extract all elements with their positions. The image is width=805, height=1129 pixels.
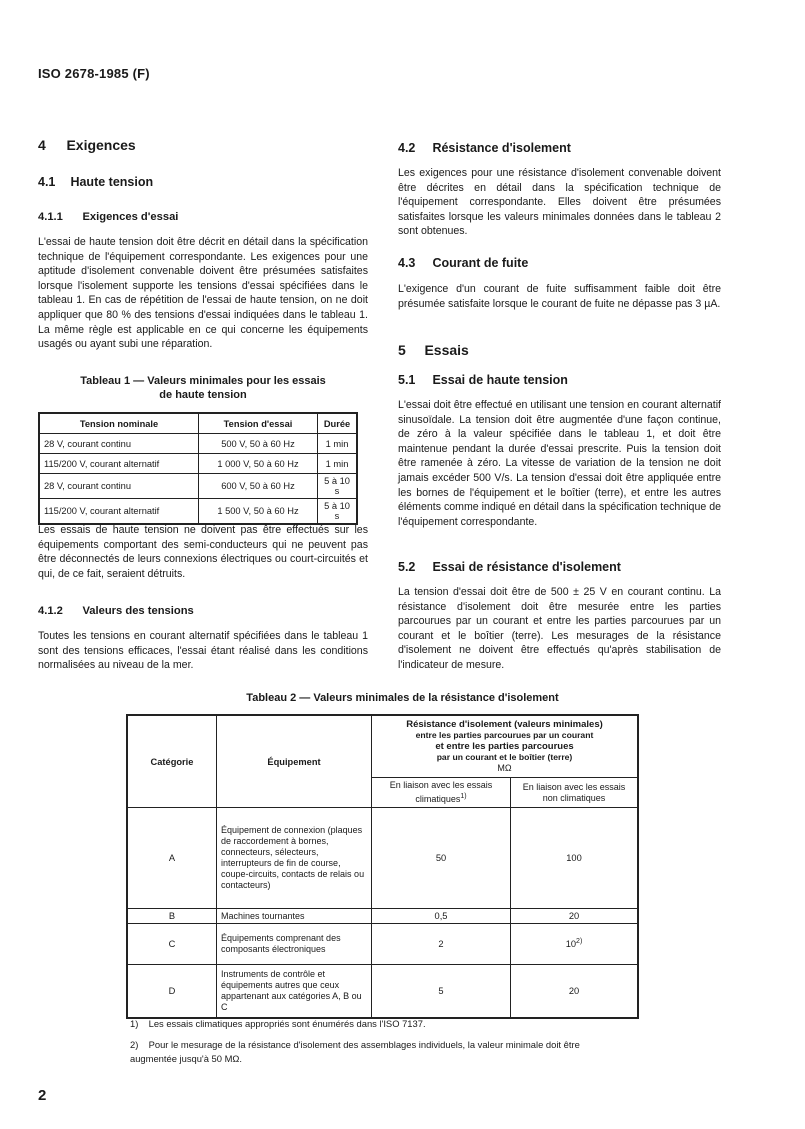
table-cell: 600 V, 50 à 60 Hz <box>199 474 318 499</box>
heading-4-3 <box>398 254 528 272</box>
heading-title: Exigences <box>66 137 136 153</box>
footnote-mark: 2) <box>130 1039 139 1050</box>
paragraph-4-1-2: Toutes les tensions en courant alternatif spécifiées dans le tableau 1 sont des tensions efficaces, l'essai étant réalisé dans les conditions normalisées au niveau de la mer. <box>38 630 368 672</box>
table-cell-climatic: 2 <box>372 924 511 965</box>
table-cell-category: A <box>127 808 217 909</box>
table-cell-equipment: Machines tournantes <box>217 909 372 924</box>
heading-number: 4.1.1 <box>38 211 63 223</box>
paragraph-4-2: Les exigences pour une résistance d'isolement convenable doivent être décrites en détail dans la spécification technique de l'équipement correspondante. Elles doivent être présumées satisfaites lorsque les valeurs minimales données dans le tableau 2 sont obtenues. <box>398 167 721 238</box>
heading-number: 5.1 <box>398 373 416 387</box>
heading-number: 4.2 <box>398 141 416 155</box>
header-line: par un courant et le boîtier (terre) <box>436 752 573 762</box>
table-cell-equipment: Équipement de connexion (plaques de raccordement à bornes, connecteurs, sélecteurs, interrupteurs de fin de course, coupe-circuits, contacts de relais ou contacteurs) <box>217 808 372 909</box>
table-cell-category: C <box>127 924 217 965</box>
table-cell-category: B <box>127 909 217 924</box>
table-row <box>39 474 357 499</box>
heading-title: Résistance d'isolement <box>432 141 571 155</box>
table-row <box>39 434 357 454</box>
heading-4-1 <box>38 173 153 191</box>
footnote-text: Les essais climatiques appropriés sont énumérés dans l'ISO 7137. <box>148 1018 426 1029</box>
table-cell-climatic: 5 <box>372 965 511 1019</box>
table-cell-equipment: Équipements comprenant des composants électroniques <box>217 924 372 965</box>
heading-title: Courant de fuite <box>432 256 529 270</box>
heading-number: 4.3 <box>398 256 416 270</box>
table-cell: 28 V, courant continu <box>39 474 199 499</box>
caption-line: de haute tension <box>159 389 247 401</box>
column-header: Tension nominale <box>39 413 199 434</box>
table-cell: 115/200 V, courant alternatif <box>39 499 199 525</box>
table-cell-category: D <box>127 965 217 1019</box>
heading-4 <box>38 137 368 155</box>
paragraph-semiconductors: Les essais de haute tension ne doivent pas être effectués sur les équipements comportant des semi-conducteurs qui ne peuvent pas être déconnectés de leurs connexions électriques ou court-circuités et qui, de ce fait, seraient détruits. <box>38 524 368 580</box>
table-cell-climatic: 0,5 <box>372 909 511 924</box>
column-header-resistance <box>372 715 639 778</box>
header-text: En liaison avec les essais climatiques <box>389 780 493 804</box>
header-line: Résistance d'isolement (valeurs minimales) <box>406 719 603 730</box>
paragraph-4-1-1: L'essai de haute tension doit être décrit en détail dans la spécification technique de l'équipement correspondante. Les exigences pour une aptitude d'isolement convenable doivent être présumées satisfaites lorsque l'isolement supporte les tensions d'essai spécifiées dans le tableau 1. En cas de répétition de l'essai de haute tension, on ne doit appliquer que 80 % des tensions d'essai indiquées dans le tableau 1. La même règle est applicable en ce qui concerne les équipements usagés ou ayant subi une réparation. <box>38 236 368 351</box>
column-header: Tension d'essai <box>199 413 318 434</box>
table-2 <box>126 714 639 1019</box>
paragraph-4-3: L'exigence d'un courant de fuite suffisamment faible doit être présumée satisfaite lorsque le courant de fuite ne dépasse pas 3 µA. <box>398 283 721 310</box>
table-cell-non-climatic: 20 <box>511 909 639 924</box>
table-cell-non-climatic: 20 <box>511 965 639 1019</box>
heading-4-1-1 <box>38 207 178 225</box>
caption-line: Tableau 1 — Valeurs minimales pour les essais <box>80 375 326 387</box>
footnote-text: augmentée jusqu'à 50 MΩ. <box>130 1053 242 1064</box>
table-cell-non-climatic <box>511 924 639 965</box>
heading-4-2 <box>398 139 571 157</box>
heading-title: Exigences d'essai <box>82 211 179 223</box>
heading-title: Valeurs des tensions <box>82 605 194 617</box>
table-row <box>127 909 638 924</box>
table-row <box>127 808 638 909</box>
footnote-mark: 1) <box>130 1018 139 1029</box>
table-cell: 1 500 V, 50 à 60 Hz <box>199 499 318 525</box>
table-cell-climatic: 50 <box>372 808 511 909</box>
heading-number: 4 <box>38 137 46 153</box>
footnote-ref: 2) <box>576 938 583 946</box>
table-cell-equipment: Instruments de contrôle et équipements autres que ceux appartenant aux catégories A, B ou C <box>217 965 372 1019</box>
table-cell: 5 à 10 s <box>318 499 358 525</box>
table-header-row <box>127 715 638 778</box>
column-header: Durée <box>318 413 358 434</box>
table-row <box>39 454 357 474</box>
heading-number: 5 <box>398 342 406 358</box>
cell-value: 10 <box>565 939 577 950</box>
heading-number: 5.2 <box>398 560 416 574</box>
header-line: et entre les parties parcourues <box>435 741 574 752</box>
heading-5-1 <box>398 371 568 389</box>
table-header-row <box>39 413 357 434</box>
table-cell: 1 min <box>318 454 358 474</box>
table-cell: 115/200 V, courant alternatif <box>39 454 199 474</box>
column-header-non-climatiques: En liaison avec les essais non climatiques <box>511 778 639 808</box>
document-id-header: ISO 2678-1985 (F) <box>38 66 150 81</box>
paragraph-5-1: L'essai doit être effectué en utilisant une tension en courant alternatif sinusoïdale. La tension doit être augmentée d'une façon continue, de zéro à la valeur spécifiée dans le tableau 1, et doit être maintenue pendant la durée d'essai prescrite. Puis la tension doit être ramenée à zéro. La vitesse de variation de la tension ne doit jamais excéder 500 V/s. La tension d'essai doit être appliquée entre les bornes de l'équipement et le boîtier (terre), et entre les autres éléments comme indiqué en détail dans la spécification technique de l'équipement correspondante. <box>398 399 721 528</box>
heading-title: Essai de résistance d'isolement <box>432 560 621 574</box>
heading-title: Essai de haute tension <box>432 373 568 387</box>
header-line: entre les parties parcourues par un courant <box>415 730 594 740</box>
footnote-2 <box>130 1038 670 1066</box>
column-header-equipement: Équipement <box>217 715 372 808</box>
table-cell-non-climatic: 100 <box>511 808 639 909</box>
table-row <box>127 924 638 965</box>
table-cell: 1 min <box>318 434 358 454</box>
footnote-text: Pour le mesurage de la résistance d'isolement des assemblages individuels, la valeur minimale doit être <box>148 1039 580 1050</box>
heading-number: 4.1 <box>38 175 56 189</box>
page-number: 2 <box>38 1087 47 1104</box>
table-row <box>39 499 357 525</box>
heading-number: 4.1.2 <box>38 605 63 617</box>
table-1 <box>38 412 358 525</box>
table-1-caption <box>38 374 368 402</box>
table-cell: 28 V, courant continu <box>39 434 199 454</box>
table-row <box>127 965 638 1019</box>
heading-4-1-2 <box>38 601 194 619</box>
footnote-1 <box>130 1017 650 1031</box>
table-cell: 1 000 V, 50 à 60 Hz <box>199 454 318 474</box>
table-cell: 5 à 10 s <box>318 474 358 499</box>
column-header-categorie: Catégorie <box>127 715 217 808</box>
table-cell: 500 V, 50 à 60 Hz <box>199 434 318 454</box>
heading-title: Haute tension <box>70 175 154 189</box>
heading-title: Essais <box>424 342 469 358</box>
heading-5 <box>398 342 469 360</box>
heading-5-2 <box>398 558 621 576</box>
table-2-caption: Tableau 2 — Valeurs minimales de la résistance d'isolement <box>246 692 559 704</box>
paragraph-5-2: La tension d'essai doit être de 500 ± 25 V en courant continu. La résistance d'isolement doit être mesurée entre les parties parcourues par un courant et entre les parties parcourues par un courant et le boîtier (terre). Les mesurages de la résistance d'isolement ne doivent être effectués qu'après stabilisation de l'indicateur de mesure. <box>398 586 721 671</box>
footnote-ref: 1) <box>460 793 467 800</box>
column-header-climatiques <box>372 778 511 808</box>
header-unit: MΩ <box>497 763 512 773</box>
